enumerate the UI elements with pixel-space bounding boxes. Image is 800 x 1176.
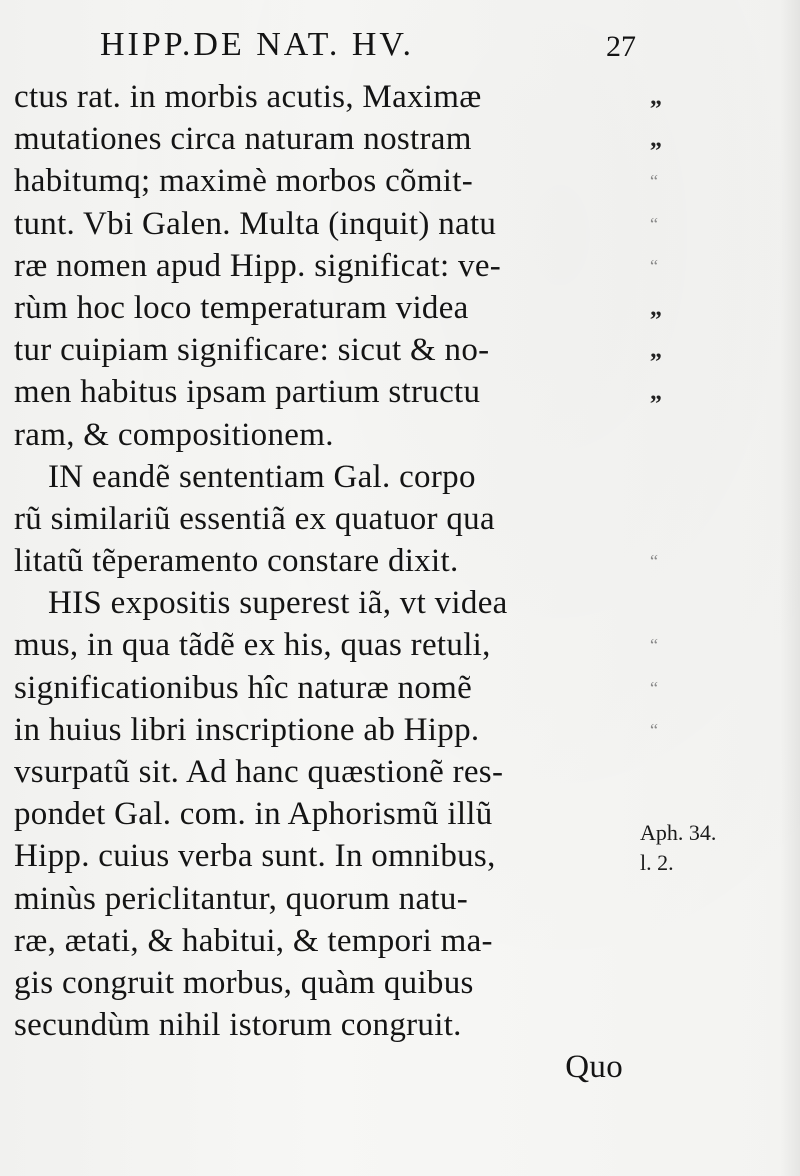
quote-mark: „ <box>650 337 662 364</box>
text-line: significationibus hîc naturæ nomẽ <box>14 669 473 706</box>
page-header <box>100 26 640 70</box>
text-line: rũ similariũ essentiã ex quatuor qua <box>14 500 495 537</box>
quote-mark <box>650 414 690 456</box>
text-line: HIS expositis superest iã, vt videa <box>48 585 508 622</box>
page-number: 27 <box>606 30 636 63</box>
catchword: Quo <box>565 1049 623 1086</box>
text-line: ræ nomen apud Hipp. significat: ve- <box>14 247 502 284</box>
text-line: in huius libri inscriptione ab Hipp. <box>14 711 480 748</box>
page-edge-shadow <box>780 0 800 1176</box>
text-line: pondet Gal. com. in Aphorismũ illũ <box>14 796 493 833</box>
body-text <box>14 76 639 1089</box>
text-line: tur cuipiam significare: sicut & no- <box>14 332 490 369</box>
quote-mark <box>650 498 690 540</box>
text-line: ram, & compositionem. <box>14 416 334 453</box>
quote-mark <box>650 456 690 498</box>
text-line: mutationes circa naturam nostram <box>14 121 472 158</box>
quote-mark <box>650 582 690 624</box>
text-line: ræ, ætati, & habitui, & tempori ma- <box>14 922 493 959</box>
quote-mark: „ <box>650 126 662 153</box>
text-line: IN eandẽ sententiam Gal. corpo <box>48 458 476 495</box>
quote-mark: “ <box>650 213 658 234</box>
text-line: vsurpatũ sit. Ad hanc quæstionẽ res- <box>14 754 504 790</box>
text-line: minùs periclitantur, quorum natu- <box>14 880 468 917</box>
quote-mark: “ <box>650 635 658 656</box>
quote-mark: “ <box>650 255 658 276</box>
marginal-note-line: l. 2. <box>640 850 674 875</box>
text-line: ctus rat. in morbis acutis, Maximæ <box>14 79 482 115</box>
text-line: men habitus ipsam partium structu <box>14 374 481 411</box>
text-line: secundùm nihil istorum congruit. <box>14 1007 462 1044</box>
quote-mark: “ <box>650 719 658 740</box>
marginal-note-line: Aph. 34. <box>640 820 717 845</box>
text-line: Hipp. cuius verba sunt. In omnibus, <box>14 838 496 875</box>
quote-mark: „ <box>650 379 662 406</box>
text-line: rùm hoc loco temperaturam videa <box>14 289 469 326</box>
quote-mark: “ <box>650 677 658 698</box>
text-line: litatũ tẽperamento constare dixit. <box>14 543 459 580</box>
running-head: HIPP.DE NAT. HV. <box>100 26 415 63</box>
marginal-quotation-marks <box>650 76 690 751</box>
text-line: mus, in qua tãdẽ ex his, quas retuli, <box>14 627 491 664</box>
text-line: gis congruit morbus, quàm quibus <box>14 964 474 1001</box>
quote-mark: “ <box>650 171 658 192</box>
text-line: habitumq; maximè morbos cõmit- <box>14 163 474 200</box>
quote-mark: „ <box>650 84 662 110</box>
text-line: tunt. Vbi Galen. Multa (inquit) natu <box>14 205 497 242</box>
quote-mark: „ <box>650 294 662 321</box>
quote-mark: “ <box>650 551 658 572</box>
marginal-note <box>640 818 716 878</box>
